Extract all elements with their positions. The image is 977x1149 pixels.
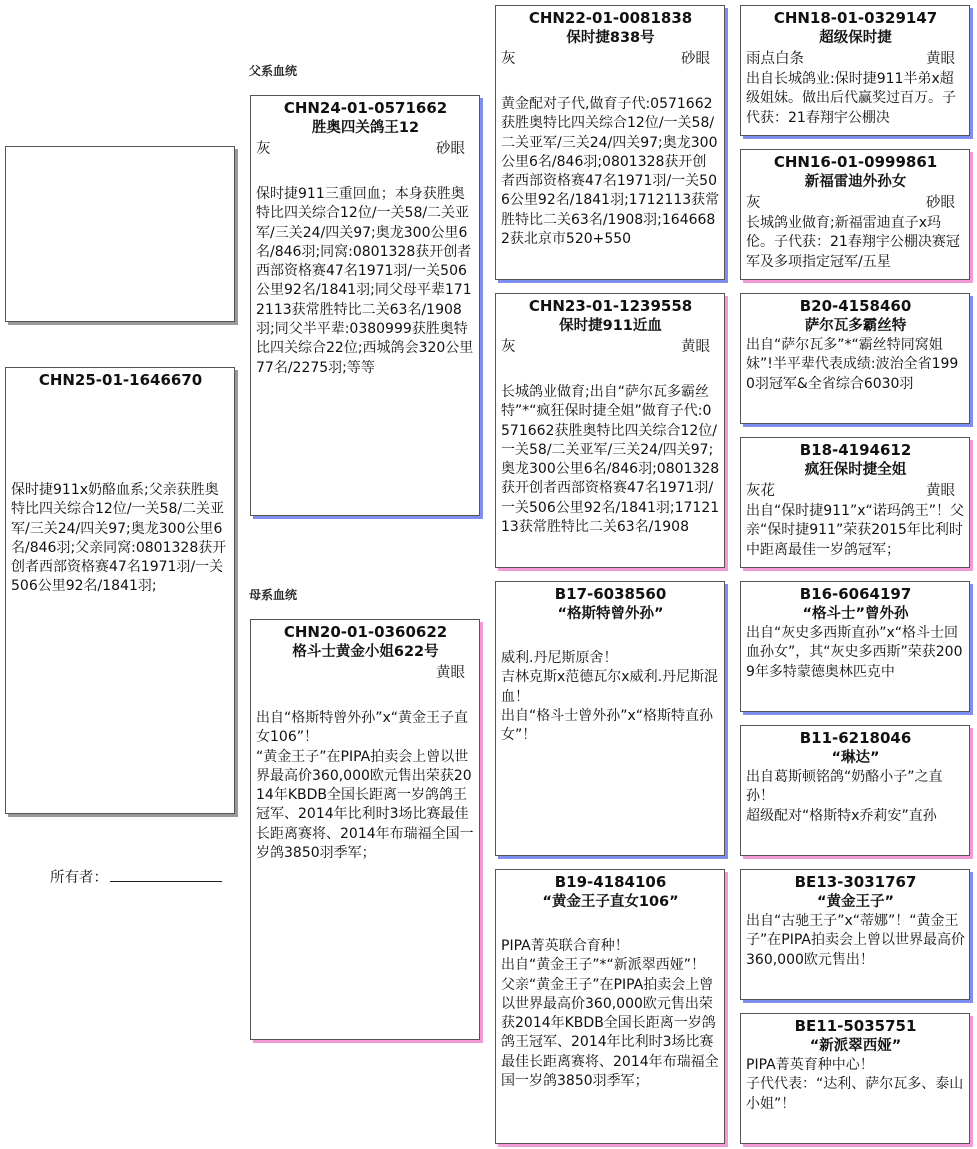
pigeon-name: “黄金王子” bbox=[816, 894, 895, 910]
plumage-color: 雨点白条 bbox=[746, 51, 804, 67]
ring-number: BE13-3031767 bbox=[794, 873, 917, 891]
ring-number: CHN18-01-0329147 bbox=[773, 9, 938, 27]
ring-number: B17-6038560 bbox=[554, 585, 667, 603]
paternal-lineage-label: 父系血统 bbox=[249, 64, 298, 78]
pigeon-name: 格斗士黄金小姐622号 bbox=[292, 644, 439, 660]
ring-number: B11-6218046 bbox=[799, 729, 912, 747]
ring-number: CHN24-01-0571662 bbox=[283, 99, 448, 117]
plumage-color: 灰花 bbox=[746, 483, 775, 499]
plumage-color: 灰 bbox=[501, 339, 516, 355]
pigeon-description: PIPA菁英联合育种！ 出自“黄金王子”*“新派翠西娅”！ 父亲“黄金王子”在PIPA拍卖会上曾以世界最高价360,000欧元售出荣获2014年KBDB全国长距离一岁鸽鸽王冠军、2014年比利时3场比赛最佳长距离赛将、2014年布瑞福全国一岁鸽3850羽季军； bbox=[501, 938, 719, 1090]
ring-number: B16-6064197 bbox=[799, 585, 912, 603]
ring-number: CHN16-01-0999861 bbox=[773, 153, 938, 171]
pigeon-description: 保时捷911三重回血；本身获胜奥特比四关综合12位/一关58/二关亚军/三关24/四关97;奥龙300公里6名/846羽;同窝:0801328获开创者西部资格赛47名1971羽/一关506公里92名/1841羽;同父母平辈1712113获常胜特比二关63名/1908羽;同父半平辈:0380999获胜奥特比四关综合22位;西城鸽会320公里77名/2275羽;等等 bbox=[256, 186, 474, 376]
pigeon-description: 保时捷911x奶酪血系;父亲获胜奥特比四关综合12位/一关58/二关亚军/三关24/四关97;奥龙300公里6名/846羽;父亲同窝:0801328获开创者西部资格赛47名1971羽/一关506公里92名/1841羽; bbox=[11, 482, 227, 595]
pigeon-photo-placeholder bbox=[5, 146, 235, 322]
dam-dam-dam-card bbox=[740, 1013, 970, 1144]
sire-dam-card bbox=[495, 293, 725, 568]
ring-number: CHN20-01-0360622 bbox=[283, 623, 448, 641]
dam-sire-card bbox=[495, 581, 725, 856]
sire-dam-dam-card bbox=[740, 437, 970, 568]
pigeon-name: “琳达” bbox=[831, 750, 880, 766]
maternal-lineage-label: 母系血统 bbox=[249, 588, 298, 602]
ring-number: CHN23-01-1239558 bbox=[528, 297, 693, 315]
pigeon-name: 萨尔瓦多霸丝特 bbox=[804, 318, 907, 334]
sire-sire-card bbox=[495, 5, 725, 280]
pigeon-description: 长城鸽业做育;新福雷迪直子x玛伦。子代获：21春翔宇公棚决赛冠军及多项指定冠军/五星 bbox=[746, 215, 960, 270]
pigeon-name: 新福雷迪外孙女 bbox=[804, 174, 907, 190]
eye-type: 黄眼 bbox=[436, 665, 465, 681]
dam-card bbox=[250, 619, 480, 1040]
pigeon-description: 出自“保时捷911”x“诺玛鸽王”！父亲“保时捷911”荣获2015年比利时中距离最佳一岁鸽冠军； bbox=[746, 503, 965, 558]
eye-type: 黄眼 bbox=[681, 339, 710, 355]
ring-number: CHN25-01-1646670 bbox=[38, 371, 203, 389]
subject-pigeon-card bbox=[5, 367, 235, 814]
pigeon-name: 超级保时捷 bbox=[819, 30, 892, 46]
pigeon-description: 出自“灰史多西斯直孙”x“格斗士回血孙女”，其“灰史多西斯”荣获2009年多特蒙德奥林匹克中 bbox=[746, 625, 963, 680]
dam-sire-sire-card bbox=[740, 581, 970, 712]
pigeon-description: 长城鸽业做育;出自“萨尔瓦多霸丝特”*“疯狂保时捷全姐”做育子代:0571662获胜奥特比四关综合12位/一关58/二关亚军/三关24/四关97;奥龙300公里6名/846羽;0801328获开创者西部资格赛47名1971羽/一关506公里92名/1841羽;1712113获常胜特比二关63名/1908 bbox=[501, 384, 720, 536]
pigeon-name: “格斯特曾外孙” bbox=[557, 606, 664, 622]
owner-field bbox=[50, 866, 222, 887]
eye-type: 黄眼 bbox=[926, 51, 955, 67]
sire-card bbox=[250, 95, 480, 516]
eye-type: 砂眼 bbox=[436, 141, 465, 157]
pigeon-description: 威利.丹尼斯原舍！ 吉林克斯x范德瓦尔x威利.丹尼斯混血！ 出自“格斗士曾外孙”x“格斯特直孙女”！ bbox=[501, 650, 719, 744]
eye-type: 砂眼 bbox=[926, 195, 955, 211]
dam-sire-dam-card bbox=[740, 725, 970, 856]
pigeon-name: 胜奥四关鸽王12 bbox=[311, 120, 420, 136]
sire-sire-dam-card bbox=[740, 149, 970, 280]
pigeon-name: 疯狂保时捷全姐 bbox=[804, 462, 907, 478]
pigeon-name: “格斗士”曾外孙 bbox=[802, 606, 909, 622]
pigeon-description: 出自“格斯特曾外孙”x“黄金王子直女106”！ “黄金王子”在PIPA拍卖会上曾以世界最高价360,000欧元售出荣获2014年KBDB全国长距离一岁鸽鸽王冠军、2014年比利时3场比赛最佳长距离赛将、2014年布瑞福全国一岁鸽3850羽季军； bbox=[256, 710, 474, 862]
pigeon-description: 出自长城鸽业:保时捷911半弟x超级姐妹。做出后代赢奖过百万。子代获：21春翔宇公棚决 bbox=[746, 71, 956, 126]
plumage-color: 灰 bbox=[501, 51, 516, 67]
pigeon-name: 保时捷911近血 bbox=[559, 318, 662, 334]
pigeon-description: 出自葛斯顿铭鸽“奶酪小子”之直孙！ 超级配对“格斯特x乔莉安”直孙 bbox=[746, 769, 943, 824]
sire-dam-sire-card bbox=[740, 293, 970, 424]
ring-number: B20-4158460 bbox=[799, 297, 912, 315]
plumage-color: 灰 bbox=[256, 141, 271, 157]
pigeon-description: 出自“古驰王子”x“蒂娜”！“黄金王子”在PIPA拍卖会上曾以世界最高价360,000欧元售出！ bbox=[746, 913, 965, 968]
dam-dam-sire-card bbox=[740, 869, 970, 1000]
eye-type: 黄眼 bbox=[926, 483, 955, 499]
pigeon-name: “新派翠西娅” bbox=[809, 1038, 902, 1054]
ring-number: CHN22-01-0081838 bbox=[528, 9, 693, 27]
ring-number: B19-4184106 bbox=[554, 873, 667, 891]
ring-number: BE11-5035751 bbox=[794, 1017, 917, 1035]
ring-number: B18-4194612 bbox=[799, 441, 912, 459]
pigeon-description: PIPA菁英育种中心！ 子代代表：“达利、萨尔瓦多、泰山小姐”！ bbox=[746, 1057, 964, 1112]
pigeon-description: 黄金配对子代,做育子代:0571662获胜奥特比四关综合12位/一关58/二关亚军/三关24/四关97;奥龙300公里6名/846羽;0801328获开创者西部资格赛47名1971羽/一关506公里92名/1841羽;1712113获常胜特比二关63名/1908羽;1646682获北京市520+550 bbox=[501, 96, 720, 248]
plumage-color: 灰 bbox=[746, 195, 761, 211]
owner-label: 所有者： bbox=[50, 870, 108, 886]
pigeon-description: 出自“萨尔瓦多”*“霸丝特同窝姐妹”!半平辈代表成绩:波治全省1990羽冠军&全省综合6030羽 bbox=[746, 337, 959, 392]
eye-type: 砂眼 bbox=[681, 51, 710, 67]
pigeon-name: “黄金王子直女106” bbox=[542, 894, 679, 910]
pigeon-name: 保时捷838号 bbox=[566, 30, 655, 46]
sire-sire-sire-card bbox=[740, 5, 970, 136]
dam-dam-card bbox=[495, 869, 725, 1144]
owner-signature-line bbox=[110, 867, 222, 882]
